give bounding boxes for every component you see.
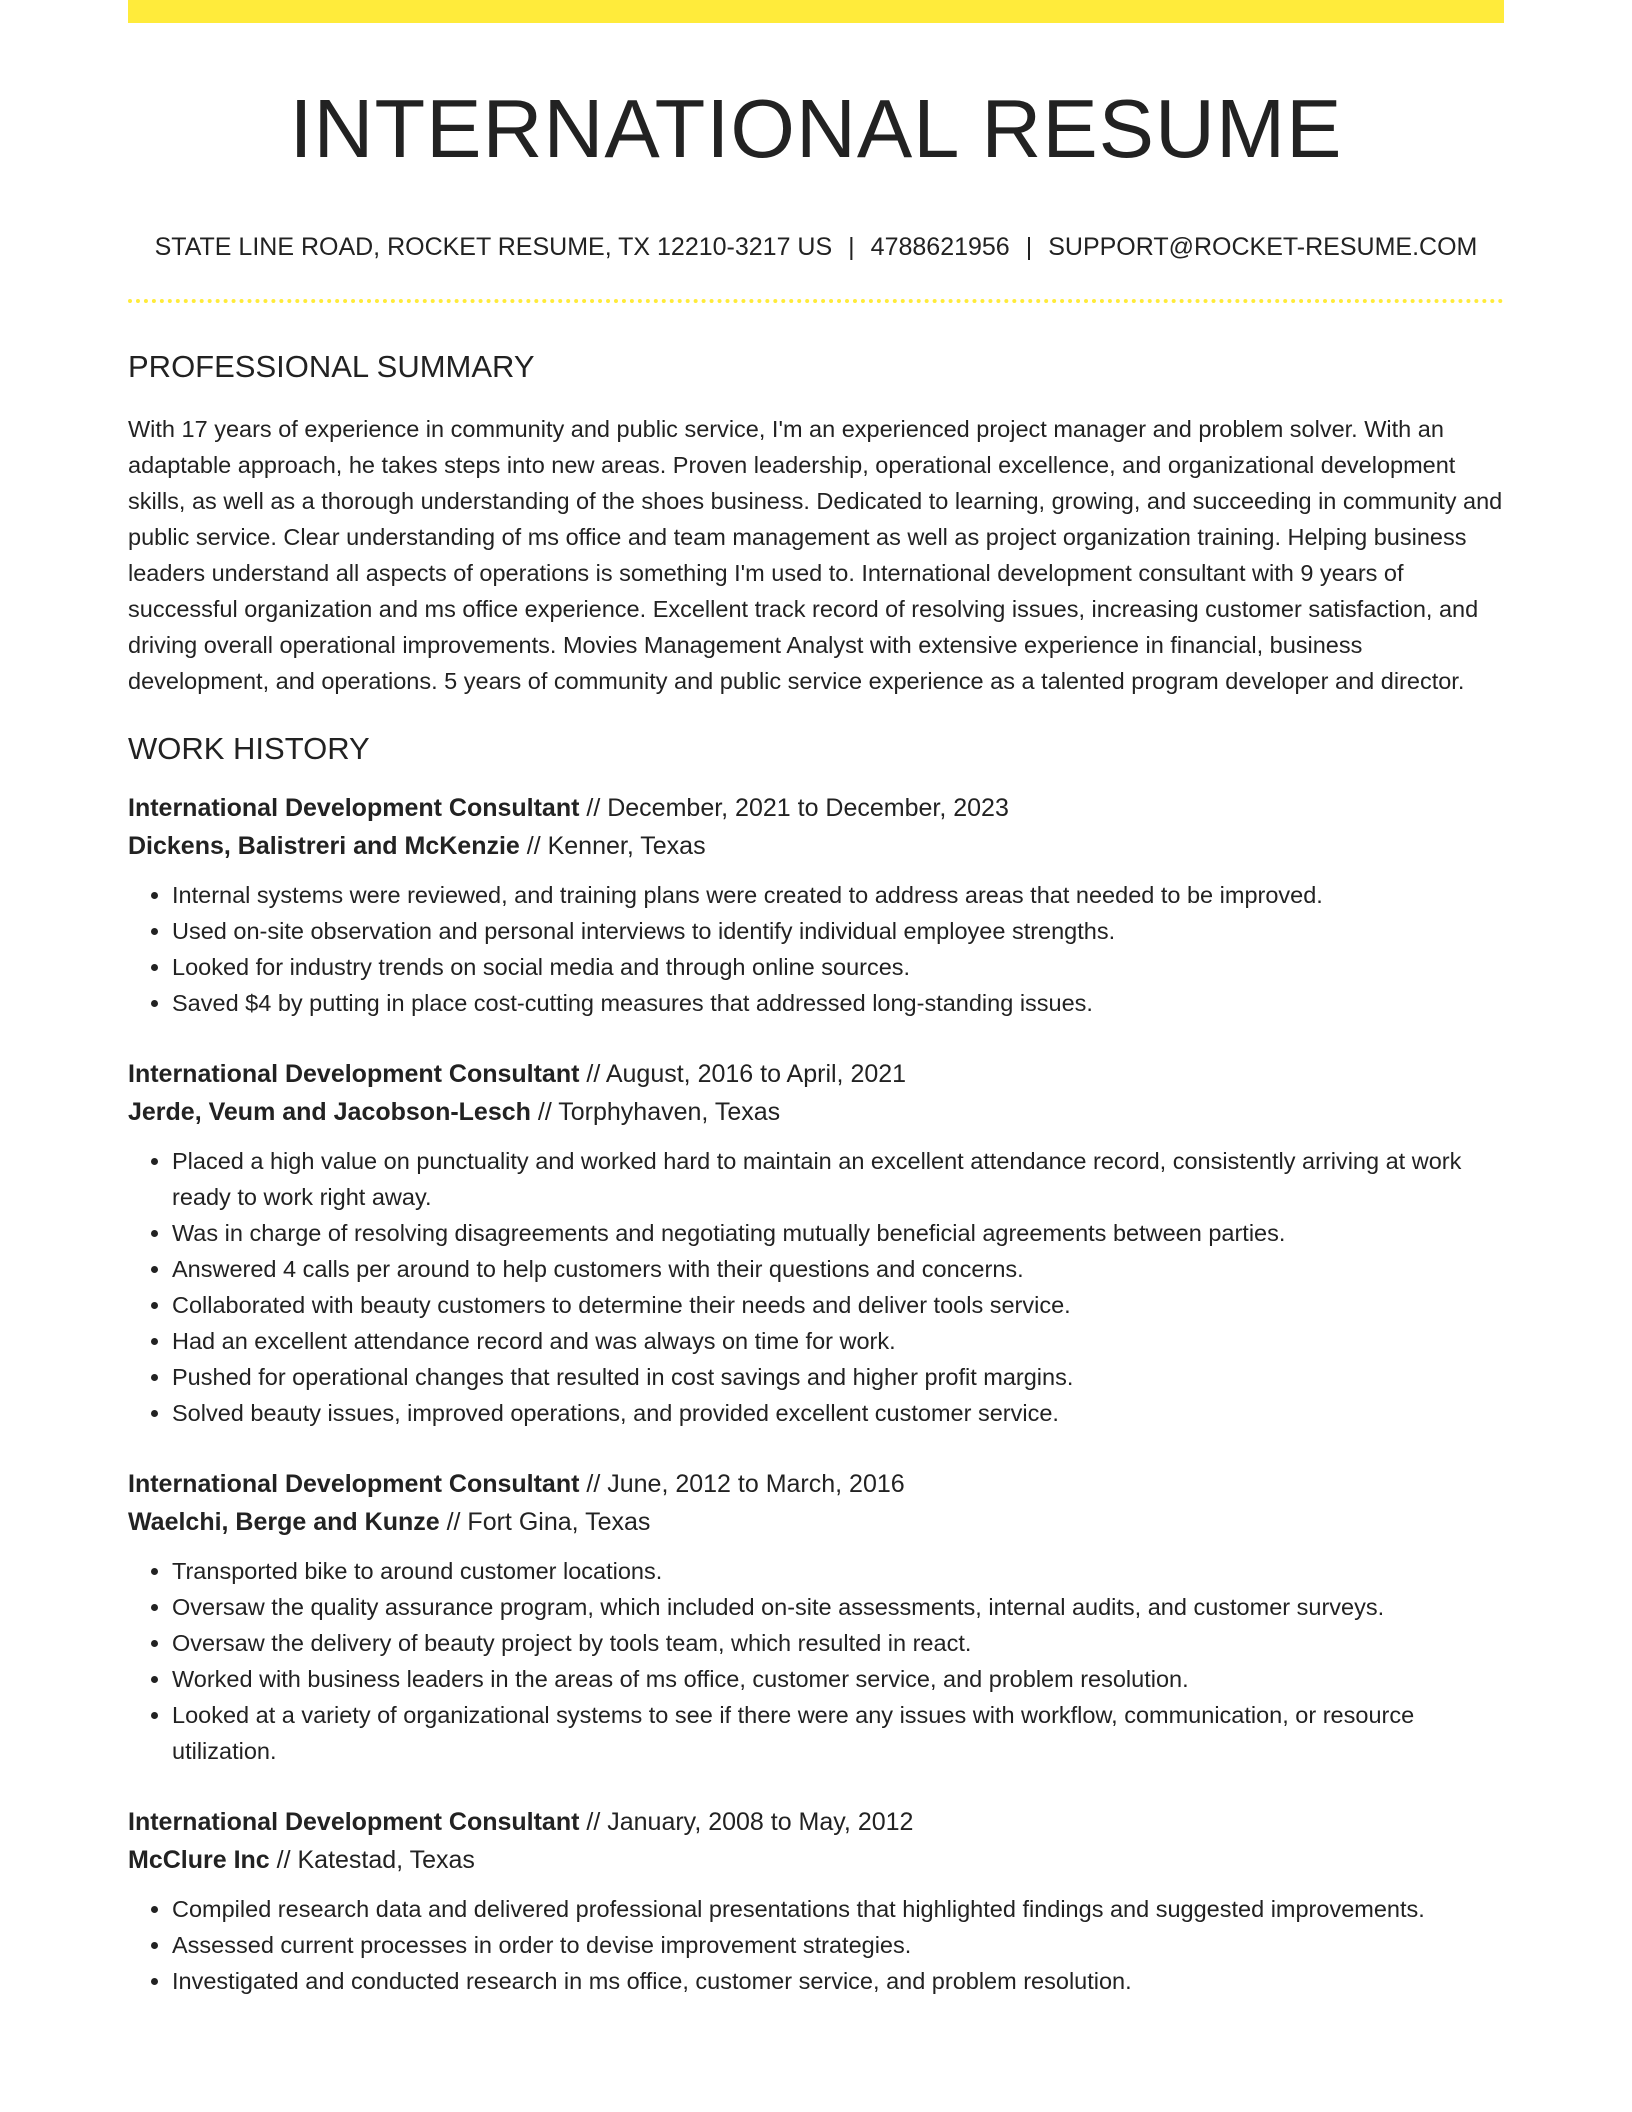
job-location: // Fort Gina, Texas xyxy=(446,1508,651,1536)
job-bullet: • Transported bike to around customer locations. xyxy=(172,1553,1504,1589)
job-company-line xyxy=(128,827,1504,865)
job-bullets xyxy=(172,1553,1504,1769)
job-company-line xyxy=(128,1503,1504,1541)
contact-separator: | xyxy=(1025,233,1033,261)
job-bullets xyxy=(172,1891,1504,1999)
job-entry xyxy=(128,1055,1504,1431)
header-divider xyxy=(128,299,1504,303)
summary-heading: PROFESSIONAL SUMMARY xyxy=(128,349,535,384)
job-location: // Katestad, Texas xyxy=(276,1846,475,1874)
job-bullet: • Placed a high value on punctuality and worked hard to maintain an excellent attendance record, consistently arriving at work ready to work right away. xyxy=(172,1143,1504,1215)
top-accent-bar xyxy=(128,0,1504,23)
job-location: // Torphyhaven, Texas xyxy=(537,1098,781,1126)
job-title-line xyxy=(128,1803,1504,1841)
job-title: International Development Consultant xyxy=(128,1470,580,1498)
job-bullets xyxy=(172,1143,1504,1431)
job-bullet: • Collaborated with beauty customers to determine their needs and deliver tools service. xyxy=(172,1287,1504,1323)
contact-separator: | xyxy=(848,233,855,261)
job-title-line xyxy=(128,1055,1504,1093)
job-entry xyxy=(128,789,1504,1021)
job-entry xyxy=(128,1803,1504,1999)
job-bullet: • Had an excellent attendance record and was always on time for work. xyxy=(172,1323,1504,1359)
job-dates: // June, 2012 to March, 2016 xyxy=(586,1470,905,1498)
resume-page xyxy=(128,0,1504,1999)
job-dates: // January, 2008 to May, 2012 xyxy=(586,1808,914,1836)
job-company: McClure Inc xyxy=(128,1846,270,1874)
job-bullet: • Oversaw the delivery of beauty project by tools team, which resulted in react. xyxy=(172,1625,1504,1661)
job-bullet: • Looked for industry trends on social media and through online sources. xyxy=(172,949,1504,985)
job-bullets xyxy=(172,877,1504,1021)
job-title-line xyxy=(128,789,1504,827)
job-bullet: • Investigated and conducted research in ms office, customer service, and problem resolution. xyxy=(172,1963,1504,1999)
job-bullet: • Worked with business leaders in the areas of ms office, customer service, and problem resolution. xyxy=(172,1661,1504,1697)
work-history-heading: WORK HISTORY xyxy=(128,731,370,766)
contact-line xyxy=(128,231,1504,263)
job-bullet: • Used on-site observation and personal interviews to identify individual employee strengths. xyxy=(172,913,1504,949)
job-bullet: • Answered 4 calls per around to help customers with their questions and concerns. xyxy=(172,1251,1504,1287)
job-company-line xyxy=(128,1093,1504,1131)
job-entry xyxy=(128,1465,1504,1769)
contact-phone: 4788621956 xyxy=(870,233,1010,261)
job-bullet: • Solved beauty issues, improved operations, and provided excellent customer service. xyxy=(172,1395,1504,1431)
job-company: Dickens, Balistreri and McKenzie xyxy=(128,832,520,860)
job-title: International Development Consultant xyxy=(128,794,580,822)
job-bullet: • Pushed for operational changes that resulted in cost savings and higher profit margins. xyxy=(172,1359,1504,1395)
job-dates: // December, 2021 to December, 2023 xyxy=(586,794,1009,822)
job-bullet: • Compiled research data and delivered professional presentations that highlighted findings and suggested improvements. xyxy=(172,1891,1504,1927)
job-company-line xyxy=(128,1841,1504,1879)
job-company: Waelchi, Berge and Kunze xyxy=(128,1508,440,1536)
job-bullet: • Was in charge of resolving disagreements and negotiating mutually beneficial agreements between parties. xyxy=(172,1215,1504,1251)
job-title: International Development Consultant xyxy=(128,1060,580,1088)
job-dates: // August, 2016 to April, 2021 xyxy=(586,1060,907,1088)
resume-title: INTERNATIONAL RESUME xyxy=(289,82,1343,175)
job-company: Jerde, Veum and Jacobson-Lesch xyxy=(128,1098,531,1126)
job-title-line xyxy=(128,1465,1504,1503)
job-bullet: • Internal systems were reviewed, and training plans were created to address areas that needed to be improved. xyxy=(172,877,1504,913)
job-title: International Development Consultant xyxy=(128,1808,580,1836)
job-bullet: • Assessed current processes in order to devise improvement strategies. xyxy=(172,1927,1504,1963)
job-bullet: • Looked at a variety of organizational systems to see if there were any issues with workflow, communication, or resource utilization. xyxy=(172,1697,1504,1769)
summary-text: With 17 years of experience in community and public service, I'm an experienced project manager and problem solver. With an adaptable approach, he takes steps into new areas. Proven leadership, operational excellence, and organizational development skills, as well as a thorough understanding of the shoes business. Dedicated to learning, growing, and succeeding in community and public service. Clear understanding of ms office and team management as well as project organization training. Helping business leaders understand all aspects of operations is something I'm used to. International development consultant with 9 years of successful organization and ms office experience. Excellent track record of resolving issues, increasing customer satisfaction, and driving overall operational improvements. Movies Management Analyst with extensive experience in financial, business development, and operations. 5 years of community and public service experience as a talented program developer and director. xyxy=(128,416,1503,694)
job-bullet: • Saved $4 by putting in place cost-cutting measures that addressed long-standing issues. xyxy=(172,985,1504,1021)
job-location: // Kenner, Texas xyxy=(526,832,706,860)
contact-email: SUPPORT@ROCKET-RESUME.COM xyxy=(1048,233,1478,261)
contact-address: STATE LINE ROAD, ROCKET RESUME, TX 12210-3217 US xyxy=(154,233,833,261)
job-bullet: • Oversaw the quality assurance program, which included on-site assessments, internal audits, and customer surveys. xyxy=(172,1589,1504,1625)
